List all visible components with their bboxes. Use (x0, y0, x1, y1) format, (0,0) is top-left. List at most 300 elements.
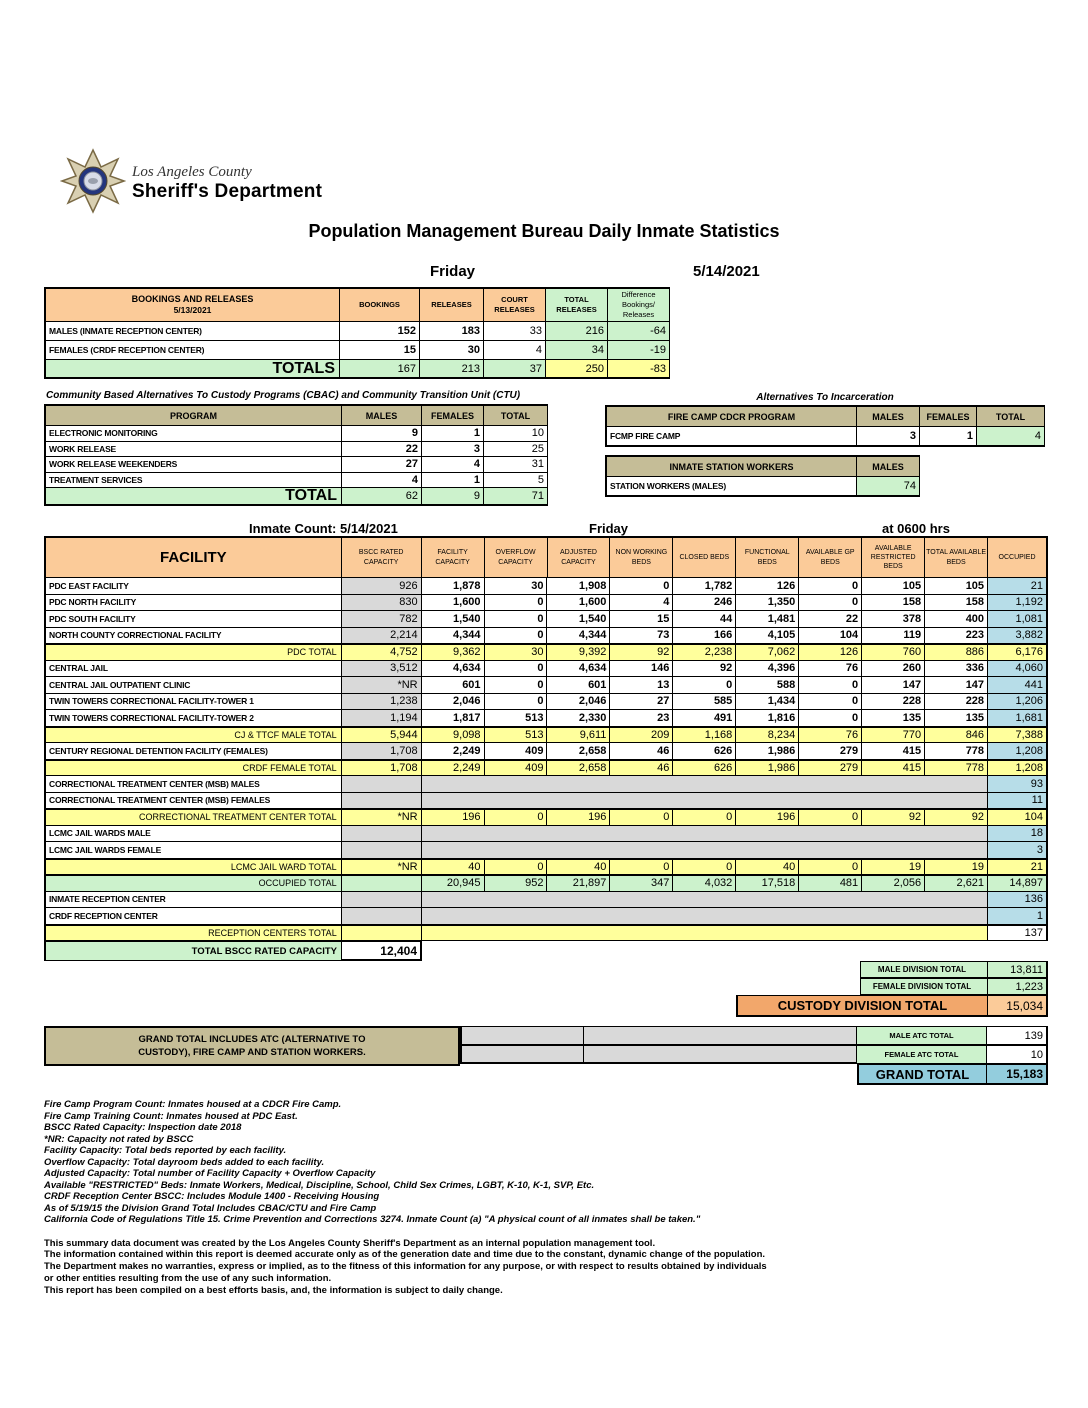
cbac-row (44, 442, 548, 458)
occupied-value: 21 (988, 859, 1048, 876)
bookings-row-label: FEMALES (CRDF RECEPTION CENTER) (44, 341, 340, 360)
cbac-program-label: TREATMENT SERVICES (44, 473, 342, 489)
value-cell: 0 (673, 677, 736, 694)
col-non-working-beds: NON WORKING BEDS (610, 538, 673, 578)
female-atc-row (460, 1045, 1048, 1064)
cbac-row (44, 426, 548, 442)
value-cell: 4,396 (736, 661, 799, 678)
value-cell: 147 (862, 677, 925, 694)
facility-label: PDC SOUTH FACILITY (44, 611, 342, 628)
disclaimer-line: This report has been compiled on a best efforts basis, and, the information is subject to daily change. (44, 1284, 503, 1296)
value-cell: 4,105 (736, 628, 799, 645)
bscc-value: 782 (342, 611, 422, 628)
occupied-value: 7,388 (988, 727, 1048, 744)
value-cell: 1,600 (547, 595, 610, 612)
disclaimer-line: or other entities resulting from the use of any such information. (44, 1272, 332, 1284)
value-cell: 92 (610, 644, 673, 661)
value-cell: 1,782 (673, 578, 736, 595)
cbac-program-label: WORK RELEASE WEEKENDERS (44, 457, 342, 473)
facility-label: CENTRAL JAIL (44, 661, 342, 678)
value-cell: 952 (485, 875, 548, 892)
occupied-value: 4,060 (988, 661, 1048, 678)
merged-empty-cell (422, 892, 988, 909)
bscc-value (342, 793, 422, 810)
cbac-total-males: 62 (342, 488, 422, 506)
grand-total-note-line1: GRAND TOTAL INCLUDES ATC (ALTERNATIVE TO (138, 1033, 366, 1045)
value-cell: 626 (673, 743, 736, 760)
facility-row (44, 710, 1048, 727)
male-division-total-row (44, 961, 1048, 978)
value-cell: 196 (422, 809, 485, 826)
value-cell: 886 (925, 644, 988, 661)
station-workers-header-row (605, 457, 920, 477)
female-atc-value: 10 (987, 1045, 1048, 1064)
cbac-title: Community Based Alternatives To Custody Programs (CBAC) and Community Transition Unit (CTU) (46, 390, 521, 401)
value-cell: 228 (862, 694, 925, 711)
subtotal-row (44, 809, 1048, 826)
value-cell: 588 (736, 677, 799, 694)
lasd-logo (60, 148, 322, 219)
col-overflow-capacity: OVERFLOW CAPACITY (485, 538, 548, 578)
page-title: Population Management Bureau Daily Inmate Statistics (308, 221, 780, 241)
occupied-value: 1,208 (988, 743, 1048, 760)
value-cell: 0 (799, 578, 862, 595)
value-cell: 30 (485, 578, 548, 595)
value-cell: 13 (610, 677, 673, 694)
value-cell: 147 (925, 677, 988, 694)
value-cell: 409 (485, 743, 548, 760)
value-cell: 104 (799, 628, 862, 645)
totals-difference: -83 (608, 360, 670, 379)
value-cell: 76 (799, 727, 862, 744)
female-atc-label: FEMALE ATC TOTAL (857, 1045, 987, 1064)
footnote-line: Fire Camp Training Count: Inmates housed at PDC East. (44, 1110, 298, 1122)
cbac-totals-row (44, 488, 548, 504)
inmate-count-section (44, 521, 1048, 1296)
col-functional-beds: FUNCTIONAL BEDS (736, 538, 799, 578)
empty-cell (460, 1045, 584, 1064)
value-cell: 19 (862, 859, 925, 876)
cbac-total-label: TOTAL (44, 488, 342, 506)
value-cell: 626 (673, 760, 736, 777)
facility-row (44, 677, 1048, 694)
fire-camp-row (605, 427, 1045, 447)
facility-label: PDC EAST FACILITY (44, 578, 342, 595)
facility-label: INMATE RECEPTION CENTER (44, 892, 342, 909)
value-cell: 9,098 (422, 727, 485, 744)
value-cell: 0 (799, 859, 862, 876)
occupied-total-row (44, 875, 1048, 892)
cbac-females: 1 (422, 426, 484, 442)
cbac-total: 25 (484, 442, 548, 458)
merged-empty-cell (422, 842, 988, 859)
value-cell: 223 (925, 628, 988, 645)
value-cell: 347 (610, 875, 673, 892)
value-cell: 2,658 (547, 743, 610, 760)
value-cell: 17,518 (736, 875, 799, 892)
bookings-value: 15 (340, 341, 420, 360)
value-cell: 119 (862, 628, 925, 645)
facility-row (44, 743, 1048, 760)
bscc-value (342, 875, 422, 892)
cbac-total-total: 71 (484, 488, 548, 506)
facility-row (44, 628, 1048, 645)
merged-empty-cell (422, 908, 988, 925)
grand-total-label: GRAND TOTAL (857, 1064, 987, 1085)
facility-label: CENTRAL JAIL OUTPATIENT CLINIC (44, 677, 342, 694)
subtotal-label: CRDF FEMALE TOTAL (44, 760, 342, 777)
value-cell: 415 (862, 743, 925, 760)
value-cell: 0 (799, 694, 862, 711)
value-cell: 2,249 (422, 743, 485, 760)
value-cell: 2,330 (547, 710, 610, 727)
bookings-header: BOOKINGS AND RELEASES 5/13/2021 (44, 289, 340, 322)
value-cell: 46 (610, 743, 673, 760)
col-bookings: BOOKINGS (340, 289, 420, 322)
value-cell: 0 (610, 578, 673, 595)
value-cell: 4 (610, 595, 673, 612)
empty-cell (584, 1045, 857, 1064)
value-cell: 0 (485, 677, 548, 694)
bookings-value: 152 (340, 322, 420, 341)
value-cell: 409 (485, 760, 548, 777)
facility-span-row (44, 842, 1048, 859)
value-cell: 279 (799, 743, 862, 760)
bscc-total-row (44, 941, 1048, 961)
fire-camp-label: FCMP FIRE CAMP (605, 427, 857, 447)
footnote-line: *NR: Capacity not rated by BSCC (44, 1133, 194, 1145)
value-cell: 2,658 (547, 760, 610, 777)
cbac-females: 1 (422, 473, 484, 489)
facility-row (44, 611, 1048, 628)
value-cell: 15 (610, 611, 673, 628)
occupied-value: 21 (988, 578, 1048, 595)
footnote-line: Facility Capacity: Total beds reported by each facility. (44, 1145, 287, 1156)
occupied-value: 18 (988, 826, 1048, 843)
col-facility: FACILITY (44, 538, 342, 578)
fire-camp-females: 1 (920, 427, 977, 447)
merged-empty-cell (422, 826, 988, 843)
facility-label: TWIN TOWERS CORRECTIONAL FACILITY-TOWER 2 (44, 710, 342, 727)
occupied-value: 14,897 (988, 875, 1048, 892)
value-cell: 2,249 (422, 760, 485, 777)
bscc-value (342, 826, 422, 843)
difference-value: -19 (608, 341, 670, 360)
value-cell: 2,056 (862, 875, 925, 892)
value-cell: 23 (610, 710, 673, 727)
col-available-restricted-beds: AVAILABLE RESTRICTED BEDS (862, 538, 925, 578)
bscc-value: 1,238 (342, 694, 422, 711)
grand-total-row (460, 1064, 1048, 1085)
value-cell: 0 (485, 694, 548, 711)
value-cell: 8,234 (736, 727, 799, 744)
bscc-value: 5,944 (342, 727, 422, 744)
grand-total-note (44, 1026, 460, 1066)
value-cell: 4,344 (422, 628, 485, 645)
value-cell: 19 (925, 859, 988, 876)
bookings-header-row (44, 289, 670, 322)
disclaimer-line: This summary data document was created by the Los Angeles County Sheriff's Department as an internal population management tool. (44, 1237, 656, 1249)
bscc-total-label: TOTAL BSCC RATED CAPACITY (44, 941, 342, 961)
cbac-table (44, 404, 548, 504)
bscc-value: 926 (342, 578, 422, 595)
value-cell: 1,540 (547, 611, 610, 628)
col-adjusted-capacity: ADJUSTED CAPACITY (548, 538, 611, 578)
bscc-value (342, 776, 422, 793)
subtotal-label: CORRECTIONAL TREATMENT CENTER TOTAL (44, 809, 342, 826)
col-court-releases: COURT RELEASES (484, 289, 546, 322)
value-cell: 260 (862, 661, 925, 678)
value-cell: 1,481 (736, 611, 799, 628)
value-cell: 378 (862, 611, 925, 628)
reception-total-row (44, 925, 1048, 942)
col-total: TOTAL (484, 406, 548, 426)
male-division-total-label: MALE DIVISION TOTAL (860, 961, 988, 978)
value-cell: 21,897 (547, 875, 610, 892)
totals-total-releases: 250 (546, 360, 608, 379)
value-cell: 1,878 (422, 578, 485, 595)
total-releases-value: 34 (546, 341, 608, 360)
value-cell: 30 (485, 644, 548, 661)
cbac-row (44, 473, 548, 489)
value-cell: 1,986 (736, 760, 799, 777)
cbac-total: 5 (484, 473, 548, 489)
value-cell: 20,945 (422, 875, 485, 892)
facility-span-row (44, 908, 1048, 925)
value-cell: 0 (799, 677, 862, 694)
subtotal-row (44, 644, 1048, 661)
male-division-total-value: 13,811 (988, 961, 1048, 978)
value-cell: 166 (673, 628, 736, 645)
value-cell: 126 (799, 644, 862, 661)
releases-value: 183 (420, 322, 484, 341)
facility-row (44, 595, 1048, 612)
station-workers-label: STATION WORKERS (MALES) (605, 477, 857, 497)
male-atc-label: MALE ATC TOTAL (857, 1026, 987, 1045)
fire-camp-table (605, 405, 1045, 447)
subtotal-row (44, 859, 1048, 876)
bscc-value (342, 842, 422, 859)
cbac-program-label: ELECTRONIC MONITORING (44, 426, 342, 442)
facility-row (44, 661, 1048, 678)
value-cell: 135 (862, 710, 925, 727)
footnote-line: BSCC Rated Capacity: Inspection date 2018 (44, 1122, 242, 1133)
subtotal-label: LCMC JAIL WARD TOTAL (44, 859, 342, 876)
value-cell: 0 (485, 809, 548, 826)
male-atc-value: 139 (987, 1026, 1048, 1045)
value-cell: 778 (925, 760, 988, 777)
inmate-count-label: Inmate Count: 5/14/2021 (249, 521, 398, 536)
col-bscc-rated-capacity: BSCC RATED CAPACITY (342, 538, 422, 578)
subtotal-row (44, 727, 1048, 744)
facility-label: CORRECTIONAL TREATMENT CENTER (MSB) MALES (44, 776, 342, 793)
facility-label: CORRECTIONAL TREATMENT CENTER (MSB) FEMALES (44, 793, 342, 810)
value-cell: 778 (925, 743, 988, 760)
facility-label: NORTH COUNTY CORRECTIONAL FACILITY (44, 628, 342, 645)
bscc-value (342, 908, 422, 925)
bscc-value: 1,194 (342, 710, 422, 727)
value-cell: 209 (610, 727, 673, 744)
facility-statistics-table (44, 536, 1048, 961)
facility-span-row (44, 892, 1048, 909)
value-cell: 92 (925, 809, 988, 826)
facility-span-row (44, 826, 1048, 843)
value-cell: 0 (610, 859, 673, 876)
value-cell: 40 (547, 859, 610, 876)
value-cell: 1,600 (422, 595, 485, 612)
female-division-total-value: 1,223 (988, 978, 1048, 995)
facility-header-row (44, 538, 1048, 578)
cbac-program-label: WORK RELEASE (44, 442, 342, 458)
logo-county-line: Los Angeles County (132, 164, 252, 180)
value-cell: 0 (673, 859, 736, 876)
occupied-value: 1,208 (988, 760, 1048, 777)
bscc-value: *NR (342, 809, 422, 826)
fire-camp-header: FIRE CAMP CDCR PROGRAM (605, 407, 857, 427)
value-cell: 44 (673, 611, 736, 628)
occupied-value: 1,081 (988, 611, 1048, 628)
value-cell: 0 (485, 628, 548, 645)
total-releases-value: 216 (546, 322, 608, 341)
value-cell: 1,168 (673, 727, 736, 744)
bscc-value: 4,752 (342, 644, 422, 661)
cbac-total-females: 9 (422, 488, 484, 506)
value-cell: 2,046 (422, 694, 485, 711)
value-cell: 1,816 (736, 710, 799, 727)
value-cell: 513 (485, 710, 548, 727)
fire-camp-header-row (605, 407, 1045, 427)
value-cell: 105 (925, 578, 988, 595)
facility-label: PDC NORTH FACILITY (44, 595, 342, 612)
bscc-value: 830 (342, 595, 422, 612)
subtotal-label: PDC TOTAL (44, 644, 342, 661)
bookings-releases-table (44, 287, 670, 379)
disclaimer-line: The Department makes no warranties, express or implied, as to the fitness of this information for any purpose, or with respect to results obtained by individuals (44, 1261, 767, 1273)
custody-division-total-label: CUSTODY DIVISION TOTAL (736, 995, 988, 1017)
value-cell: 846 (925, 727, 988, 744)
footnote-line: As of 5/19/15 the Division Grand Total Includes CBAC/CTU and Fire Camp (44, 1202, 377, 1214)
value-cell: 1,986 (736, 743, 799, 760)
facility-span-row (44, 793, 1048, 810)
bookings-row-label: MALES (INMATE RECEPTION CENTER) (44, 322, 340, 341)
subtotal-label: RECEPTION CENTERS TOTAL (44, 925, 342, 942)
col-total-available-beds: TOTAL AVAILABLE BEDS (925, 538, 988, 578)
facility-label: TWIN TOWERS CORRECTIONAL FACILITY-TOWER 1 (44, 694, 342, 711)
station-workers-table (605, 455, 920, 497)
value-cell: 126 (736, 578, 799, 595)
value-cell: 601 (547, 677, 610, 694)
footnote-line: Overflow Capacity: Total dayroom beds added to each facility. (44, 1156, 325, 1168)
bscc-value (342, 892, 422, 909)
cbac-total: 10 (484, 426, 548, 442)
facility-span-row (44, 776, 1048, 793)
col-closed-beds: CLOSED BEDS (673, 538, 736, 578)
col-females: FEMALES (422, 406, 484, 426)
value-cell: 0 (485, 859, 548, 876)
occupied-value: 1,206 (988, 694, 1048, 711)
value-cell: 9,362 (422, 644, 485, 661)
occupied-value: 1 (988, 908, 1048, 925)
value-cell: 1,908 (547, 578, 610, 595)
value-cell: 40 (736, 859, 799, 876)
station-workers-males: 74 (857, 477, 920, 497)
totals-releases: 213 (420, 360, 484, 379)
occupied-value: 11 (988, 793, 1048, 810)
cbac-females: 3 (422, 442, 484, 458)
value-cell: 0 (485, 661, 548, 678)
count-header-line (44, 521, 1048, 536)
totals-court: 37 (484, 360, 546, 379)
col-females: FEMALES (920, 407, 977, 427)
value-cell: 92 (673, 661, 736, 678)
disclaimer-line: The information contained within this report is deemed accurate only as of the generation date and time due to the constant, dynamic change of the population. (44, 1249, 766, 1261)
bscc-value: 1,708 (342, 760, 422, 777)
station-workers-header: INMATE STATION WORKERS (605, 457, 857, 477)
value-cell: 9,611 (547, 727, 610, 744)
value-cell: 158 (925, 595, 988, 612)
col-releases: RELEASES (420, 289, 484, 322)
occupied-value: 3,882 (988, 628, 1048, 645)
station-workers-row (605, 477, 920, 497)
releases-value: 30 (420, 341, 484, 360)
value-cell: 0 (485, 595, 548, 612)
bookings-row (44, 322, 670, 341)
subtotal-label: CJ & TTCF MALE TOTAL (44, 727, 342, 744)
facility-row (44, 578, 1048, 595)
totals-label: TOTALS (44, 360, 340, 379)
merged-empty-cell (422, 925, 988, 942)
value-cell: 770 (862, 727, 925, 744)
value-cell: 9,392 (547, 644, 610, 661)
fire-camp-total: 4 (977, 427, 1045, 447)
value-cell: 27 (610, 694, 673, 711)
occupied-value: 137 (988, 925, 1048, 942)
grand-total-note-line2: CUSTODY), FIRE CAMP AND STATION WORKERS. (138, 1047, 366, 1058)
bscc-value: *NR (342, 677, 422, 694)
value-cell: 415 (862, 760, 925, 777)
bscc-value: *NR (342, 859, 422, 876)
grand-total-section (44, 1026, 1048, 1085)
atc-grid (460, 1026, 1048, 1085)
value-cell: 1,817 (422, 710, 485, 727)
col-total-releases: TOTAL RELEASES (546, 289, 608, 322)
value-cell: 601 (422, 677, 485, 694)
value-cell: 135 (925, 710, 988, 727)
value-cell: 1,434 (736, 694, 799, 711)
value-cell: 46 (610, 760, 673, 777)
value-cell: 4,032 (673, 875, 736, 892)
col-difference: Difference Bookings/ Releases (608, 289, 670, 322)
value-cell: 481 (799, 875, 862, 892)
cbac-males: 4 (342, 473, 422, 489)
value-cell: 40 (422, 859, 485, 876)
col-males: MALES (857, 407, 920, 427)
occupied-value: 1,192 (988, 595, 1048, 612)
footnote-line: Available "RESTRICTED" Beds: Inmate Workers, Medical, Discipline, School, Child Sex Crimes, LGBT, K-10, K-1, SVP, Etc. (44, 1179, 595, 1191)
value-cell: 246 (673, 595, 736, 612)
value-cell: 2,238 (673, 644, 736, 661)
bscc-value: 3,512 (342, 661, 422, 678)
col-occupied: OCCUPIED (988, 538, 1048, 578)
facility-label: CENTURY REGIONAL DETENTION FACILITY (FEMALES) (44, 743, 342, 760)
value-cell: 279 (799, 760, 862, 777)
disclaimer (44, 1238, 1048, 1297)
report-day: Friday (430, 263, 476, 280)
value-cell: 513 (485, 727, 548, 744)
value-cell: 196 (736, 809, 799, 826)
merged-empty-cell (422, 793, 988, 810)
empty-cell (460, 1026, 584, 1045)
